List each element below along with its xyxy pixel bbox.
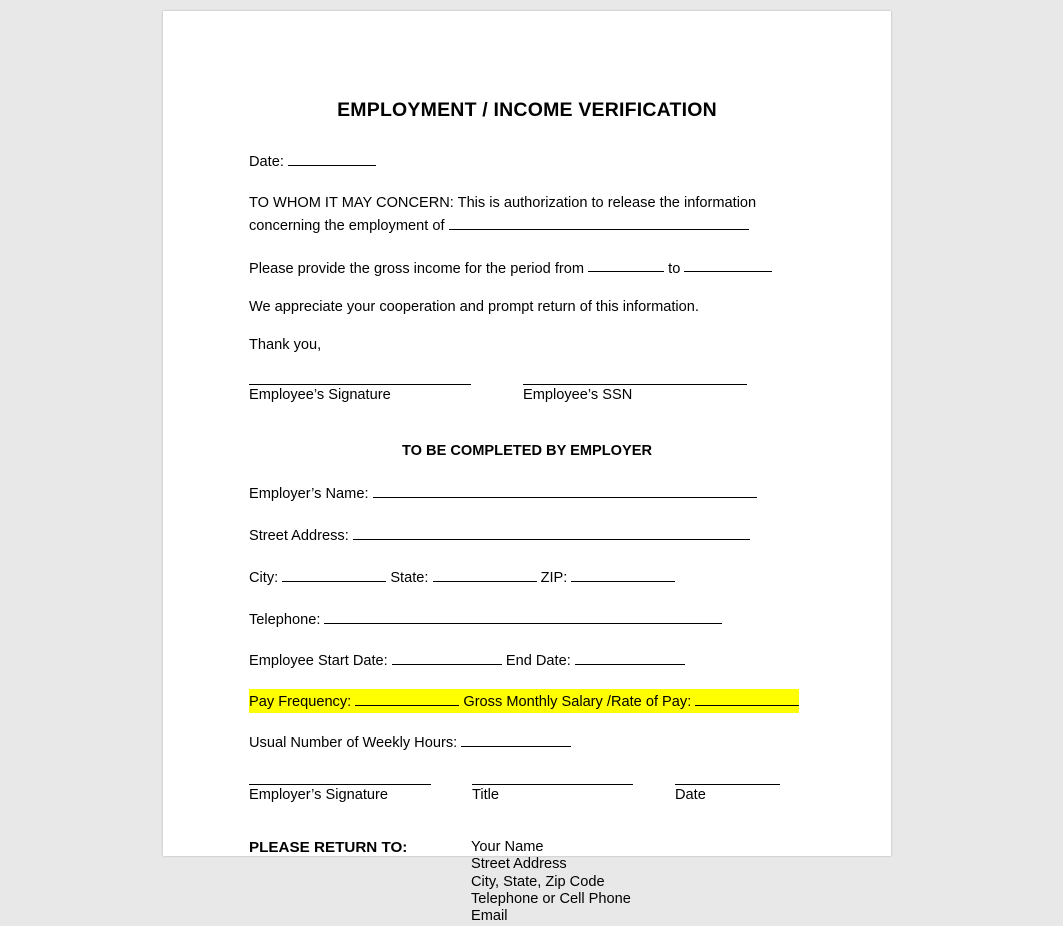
list-item: Email <box>471 908 508 925</box>
telephone-line <box>249 608 861 629</box>
employee-ssn-label: Employee’s SSN <box>523 387 633 404</box>
employee-ssn-block <box>523 384 747 403</box>
period-to-blank[interactable] <box>684 257 772 273</box>
employer-signature-label: Employer’s Signature <box>249 786 388 803</box>
date-label: Date: <box>249 153 284 170</box>
employee-start-date-blank[interactable] <box>392 649 502 665</box>
authorization-line-2-text: concerning the employment of <box>249 217 445 234</box>
telephone-label: Telephone: <box>249 611 321 628</box>
weekly-hours-label: Usual Number of Weekly Hours: <box>249 734 458 751</box>
start-end-date-line <box>249 649 861 670</box>
document-page <box>163 11 891 925</box>
employer-signature-row <box>249 784 861 803</box>
pay-frequency-label: Pay Frequency: <box>249 694 352 711</box>
city-blank[interactable] <box>282 566 386 582</box>
telephone-blank[interactable] <box>324 608 722 624</box>
authorization-line-2 <box>249 212 861 235</box>
zip-blank[interactable] <box>571 566 675 582</box>
pay-frequency-line <box>249 689 861 713</box>
date-blank[interactable] <box>288 150 376 166</box>
street-address-line <box>249 524 861 545</box>
return-to-address <box>471 839 631 926</box>
employment-of-blank[interactable] <box>449 214 749 230</box>
date-block <box>675 784 780 803</box>
gross-monthly-salary-blank[interactable] <box>695 690 799 706</box>
employee-signature-row <box>249 384 861 403</box>
page-title: EMPLOYMENT / INCOME VERIFICATION <box>337 99 717 121</box>
employee-signature-block <box>249 384 471 403</box>
employee-signature-label: Employee’s Signature <box>249 387 391 404</box>
gross-income-line <box>249 257 861 278</box>
list-item: Telephone or Cell Phone <box>471 890 631 907</box>
title-block <box>472 784 633 803</box>
authorization-line-1: TO WHOM IT MAY CONCERN: This is authorization to release the information <box>249 194 757 211</box>
state-blank[interactable] <box>433 566 537 582</box>
pay-frequency-blank[interactable] <box>355 690 459 706</box>
street-address-blank[interactable] <box>353 524 750 540</box>
employer-section-heading: TO BE COMPLETED BY EMPLOYER <box>401 443 653 460</box>
employer-name-line <box>249 482 861 503</box>
return-to-section <box>249 839 861 926</box>
employer-signature-block <box>249 784 431 803</box>
return-to-label: PLEASE RETURN TO: <box>249 838 408 856</box>
gross-income-text: Please provide the gross income for the period from <box>249 260 585 277</box>
employer-name-label: Employer’s Name: <box>249 486 369 503</box>
zip-label: ZIP: <box>540 569 568 586</box>
employer-name-blank[interactable] <box>373 482 757 498</box>
city-label: City: <box>249 569 279 586</box>
list-item: Street Address <box>471 856 567 873</box>
city-state-zip-line <box>249 566 861 587</box>
employee-start-date-label: Employee Start Date: <box>249 653 388 670</box>
period-from-blank[interactable] <box>588 257 664 273</box>
weekly-hours-blank[interactable] <box>461 731 571 747</box>
weekly-hours-line <box>249 731 861 752</box>
gross-income-to: to <box>668 260 681 277</box>
pay-frequency-highlight <box>249 689 799 713</box>
date-column-label: Date <box>675 786 706 803</box>
state-label: State: <box>390 569 429 586</box>
thank-you-line: Thank you, <box>249 337 322 354</box>
authorization-paragraph <box>249 195 861 235</box>
end-date-label: End Date: <box>505 653 571 670</box>
title-label: Title <box>472 786 500 803</box>
appreciation-line: We appreciate your cooperation and prompt return of this information. <box>249 299 699 316</box>
date-line <box>249 150 861 171</box>
end-date-blank[interactable] <box>575 649 685 665</box>
list-item: Your Name <box>471 838 544 855</box>
list-item: City, State, Zip Code <box>471 873 605 890</box>
street-address-label: Street Address: <box>249 527 349 544</box>
document-body <box>163 150 891 926</box>
gross-monthly-salary-label: Gross Monthly Salary /Rate of Pay: <box>463 694 692 711</box>
